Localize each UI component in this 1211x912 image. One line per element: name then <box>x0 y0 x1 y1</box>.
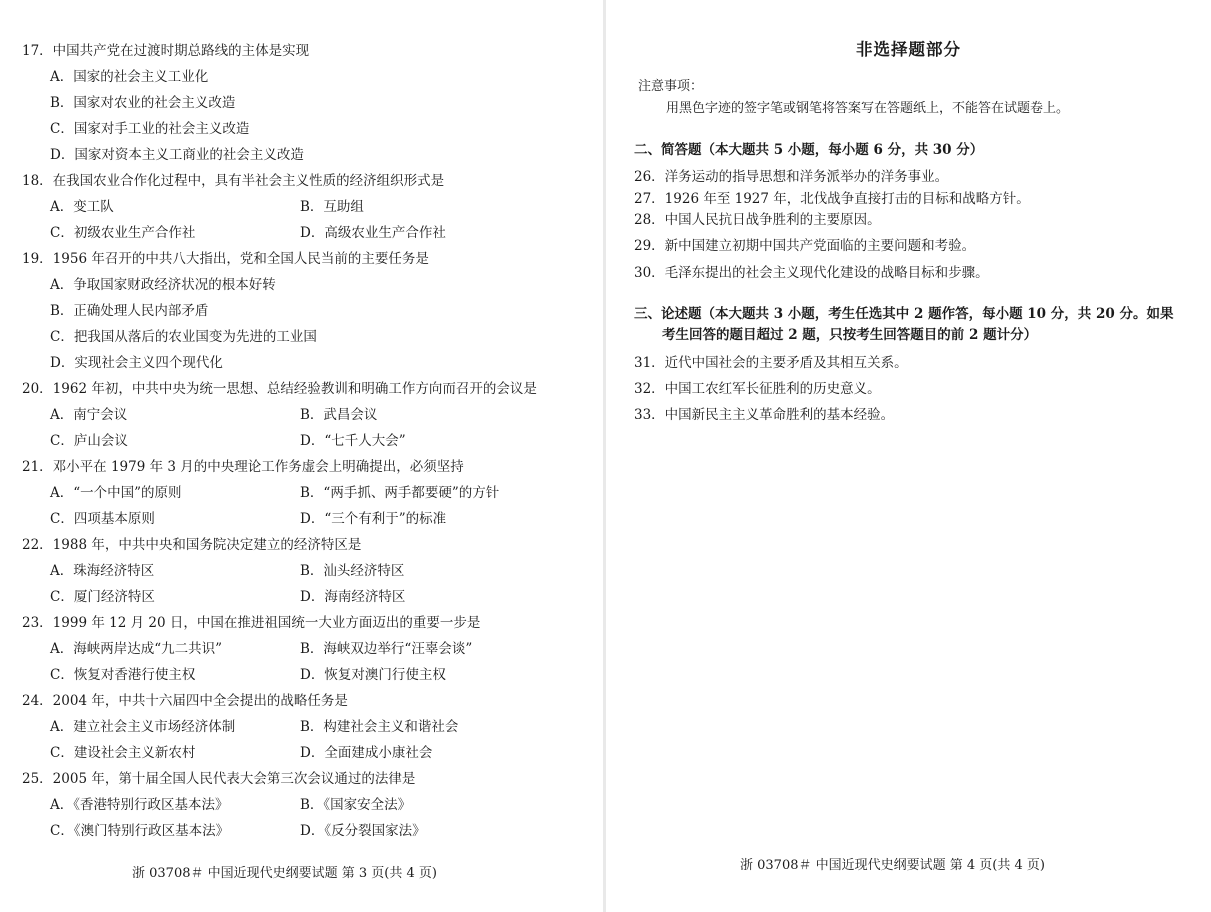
question-21-option-c: C．四项基本原则 <box>50 511 155 527</box>
question-17-option-b: B．国家对农业的社会主义改造 <box>50 95 236 111</box>
page-footer-3: 浙 03708＃ 中国近现代史纲要试题 第 3 页(共 4 页) <box>132 866 437 881</box>
question-25-stem: 25．2005 年，第十届全国人民代表大会第三次会议通过的法律是 <box>22 771 416 787</box>
question-30: 30．毛泽东提出的社会主义现代化建设的战略目标和步骤。 <box>634 265 989 281</box>
question-31: 31．近代中国社会的主要矛盾及其相互关系。 <box>634 355 908 371</box>
section-3-heading-line-2: 考生回答的题目超过 2 题，只按考生回答题目的前 2 题计分） <box>662 327 1038 343</box>
question-20-option-b: B．武昌会议 <box>300 407 378 423</box>
question-17-option-c: C．国家对手工业的社会主义改造 <box>50 121 250 137</box>
question-33: 33．中国新民主主义革命胜利的基本经验。 <box>634 407 895 423</box>
question-26: 26．洋务运动的指导思想和洋务派举办的洋务事业。 <box>634 169 949 185</box>
question-22-stem: 22．1988 年，中共中央和国务院决定建立的经济特区是 <box>22 537 362 553</box>
question-19-option-c: C．把我国从落后的农业国变为先进的工业国 <box>50 329 317 345</box>
question-22-option-d: D．海南经济特区 <box>300 589 406 605</box>
question-24-option-a: A．建立社会主义市场经济体制 <box>50 719 236 735</box>
question-20-option-c: C．庐山会议 <box>50 433 128 449</box>
question-18-option-b: B．互助组 <box>300 199 364 215</box>
question-23-stem: 23．1999 年 12 月 20 日，中国在推进祖国统一大业方面迈出的重要一步是 <box>22 615 481 631</box>
question-27: 27．1926 年至 1927 年，北伐战争直接打击的目标和战略方针。 <box>634 191 1030 207</box>
question-21-stem: 21．邓小平在 1979 年 3 月的中央理论工作务虚会上明确提出，必须坚持 <box>22 459 464 475</box>
question-23-option-b: B．海峡双边举行“汪辜会谈” <box>300 641 473 657</box>
question-22-option-a: A．珠海经济特区 <box>50 563 155 579</box>
question-19-option-b: B．正确处理人民内部矛盾 <box>50 303 209 319</box>
question-18-option-a: A．变工队 <box>50 199 114 215</box>
question-18-option-d: D．高级农业生产合作社 <box>300 225 446 241</box>
question-19-option-d: D．实现社会主义四个现代化 <box>50 355 223 371</box>
question-25-option-c: C．《澳门特别行政区基本法》 <box>50 823 230 839</box>
question-23-option-a: A．海峡两岸达成“九二共识” <box>50 641 223 657</box>
question-21-option-d: D．“三个有利于”的标准 <box>300 511 447 527</box>
question-23-option-d: D．恢复对澳门行使主权 <box>300 667 446 683</box>
question-20-option-d: D．“七千人大会” <box>300 433 406 449</box>
question-17-option-d: D．国家对资本主义工商业的社会主义改造 <box>50 147 304 163</box>
question-19-stem: 19．1956 年召开的中共八大指出，党和全国人民当前的主要任务是 <box>22 251 429 267</box>
question-17-option-a: A．国家的社会主义工业化 <box>50 69 209 85</box>
right-page <box>606 0 1211 912</box>
page-footer-4: 浙 03708＃ 中国近现代史纲要试题 第 4 页(共 4 页) <box>740 858 1045 873</box>
question-29: 29．新中国建立初期中国共产党面临的主要问题和考验。 <box>634 238 976 254</box>
question-21-option-a: A．“一个中国”的原则 <box>50 485 182 501</box>
question-22-option-b: B．汕头经济特区 <box>300 563 405 579</box>
question-18-option-c: C．初级农业生产合作社 <box>50 225 196 241</box>
left-page <box>0 0 603 912</box>
section-3-heading-line-1: 三、论述题（本大题共 3 小题，考生任选其中 2 题作答，每小题 10 分，共 20 分。如果 <box>634 306 1174 322</box>
section-2-heading: 二、简答题（本大题共 5 小题，每小题 6 分，共 30 分） <box>634 142 984 158</box>
notice-body: 用黑色字迹的签字笔或钢笔将答案写在答题纸上，不能答在试题卷上。 <box>666 101 1070 116</box>
question-17-stem: 17．中国共产党在过渡时期总路线的主体是实现 <box>22 43 310 59</box>
question-24-option-c: C．建设社会主义新农村 <box>50 745 196 761</box>
notice-heading: 注意事项： <box>638 79 704 94</box>
question-25-option-a: A．《香港特别行政区基本法》 <box>50 797 229 813</box>
question-23-option-c: C．恢复对香港行使主权 <box>50 667 196 683</box>
question-22-option-c: C．厦门经济特区 <box>50 589 155 605</box>
question-18-stem: 18．在我国农业合作化过程中，具有半社会主义性质的经济组织形式是 <box>22 173 445 189</box>
section-title: 非选择题部分 <box>856 40 961 59</box>
question-21-option-b: B．“两手抓、两手都要硬”的方针 <box>300 485 500 501</box>
question-25-option-d: D．《反分裂国家法》 <box>300 823 426 839</box>
question-20-option-a: A．南宁会议 <box>50 407 128 423</box>
question-25-option-b: B．《国家安全法》 <box>300 797 412 813</box>
question-24-stem: 24．2004 年，中共十六届四中全会提出的战略任务是 <box>22 693 348 709</box>
question-28: 28．中国人民抗日战争胜利的主要原因。 <box>634 212 881 228</box>
question-32: 32．中国工农红军长征胜利的历史意义。 <box>634 381 881 397</box>
question-24-option-b: B．构建社会主义和谐社会 <box>300 719 459 735</box>
question-19-option-a: A．争取国家财政经济状况的根本好转 <box>50 277 276 293</box>
question-20-stem: 20．1962 年初，中共中央为统一思想、总结经验教训和明确工作方向而召开的会议是 <box>22 381 537 397</box>
question-24-option-d: D．全面建成小康社会 <box>300 745 433 761</box>
